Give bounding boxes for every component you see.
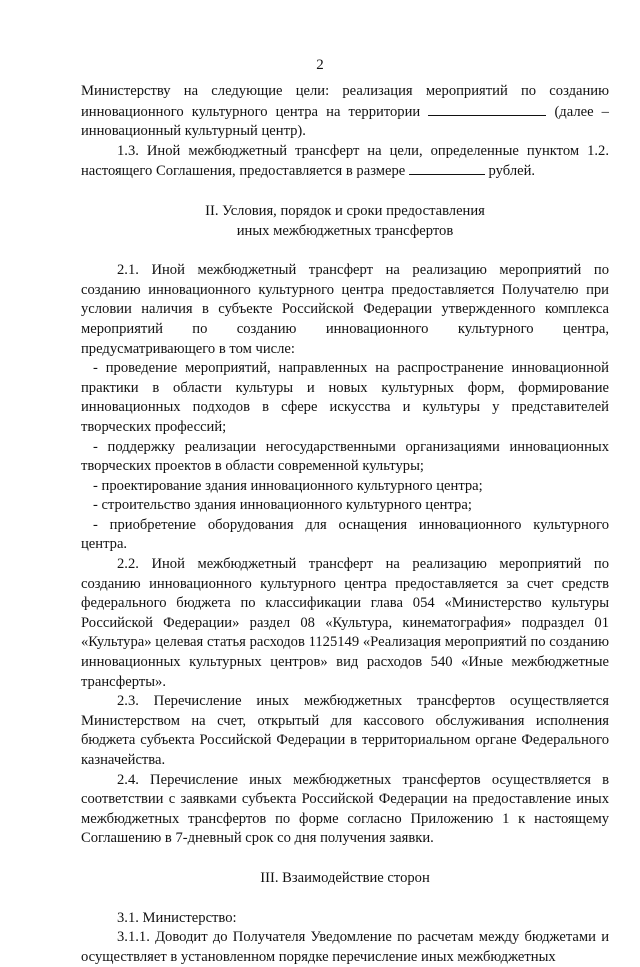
paragraph-2-4: 2.4. Перечисление иных межбюджетных трансфертов осуществляется в соответствии с заявками субъекта Российской Федерации на предоставление иных межбюджетных трансфертов по форме согласно Приложению 1 к настоящему Соглашению в 7-дневный срок со дня получения заявки. — [81, 771, 609, 847]
section-2-heading-line1: II. Условия, порядок и сроки предоставления — [205, 202, 485, 219]
page-number: 2 — [316, 57, 324, 73]
paragraph-2-3: 2.3. Перечисление иных межбюджетных трансфертов осуществляется Министерством на счет, открытый для кассового обслуживания исполнения бюджета субъекта Российской Федерации в территориальном органе Федерального казначейства. — [81, 693, 609, 768]
paragraph-1-3-tail: рублей. — [484, 163, 536, 180]
territory-blank-line — [428, 102, 546, 116]
paragraph-2-1: 2.1. Иной межбюджетный трансферт на реализацию мероприятий по созданию инновационного культурного центра предоставляется Получателю при условии наличия в субъекте Российской Федерации утвержденного комплекса мероприятий по созданию инновационного культурного центра, предусматривающего в том числе: — [81, 262, 609, 357]
intro-paragraph-goals — [81, 82, 609, 142]
list-item: - поддержку реализации негосударственными организациями инновационных творческих проектов в области современной культуры; — [81, 438, 609, 475]
section-2-heading-line2: иных межбюджетных трансфертов — [236, 222, 454, 239]
list-item: - строительство здания инновационного культурного центра; — [93, 497, 472, 514]
amount-blank-line — [409, 161, 485, 175]
paragraph-1-3 — [81, 142, 609, 182]
list-item: - проведение мероприятий, направленных на распространение инновационной практики в области культуры и новых культурных форм, формирование инновационных подходов в сфере искусства и культуры у представителей творческих профессий; — [81, 360, 609, 435]
section-2-heading — [81, 202, 609, 241]
list-item: - приобретение оборудования для оснащения инновационного культурного центра. — [81, 516, 609, 553]
intro-goals-tail: (далее – инновационный культурный центр). — [81, 103, 609, 140]
paragraph-1-3-text: 1.3. Иной межбюджетный трансферт на цели, определенные пунктом 1.2. настоящего Соглашения, предоставляется в размере — [81, 142, 609, 180]
paragraph-2-2: 2.2. Иной межбюджетный трансферт на реализацию мероприятий по созданию инновационного культурного центра предоставляется за счет средств федерального бюджета по классификации глава 054 «Министерство культуры Российской Федерации» раздел 08 «Культура, кинематография» подраздел 01 «Культура» целевая статья расходов 1125149 «Реализация мероприятий по созданию инновационных культурных центров» вид расходов 540 «Иные межбюджетные трансферты». — [81, 556, 609, 690]
paragraph-3-1-1: 3.1.1. Доводит до Получателя Уведомление по расчетам между бюджетами и осуществляет в установленном порядке перечисление иных межбюджетных — [81, 929, 609, 965]
document-body — [81, 82, 609, 967]
section-3-heading: III. Взаимодействие сторон — [260, 869, 430, 886]
intro-goals-text: Министерству на следующие цели: реализация мероприятий по созданию инновационного культурного центра на территории — [81, 83, 609, 120]
paragraph-3-1: 3.1. Министерство: — [117, 909, 237, 926]
list-item: - проектирование здания инновационного культурного центра; — [93, 477, 483, 494]
